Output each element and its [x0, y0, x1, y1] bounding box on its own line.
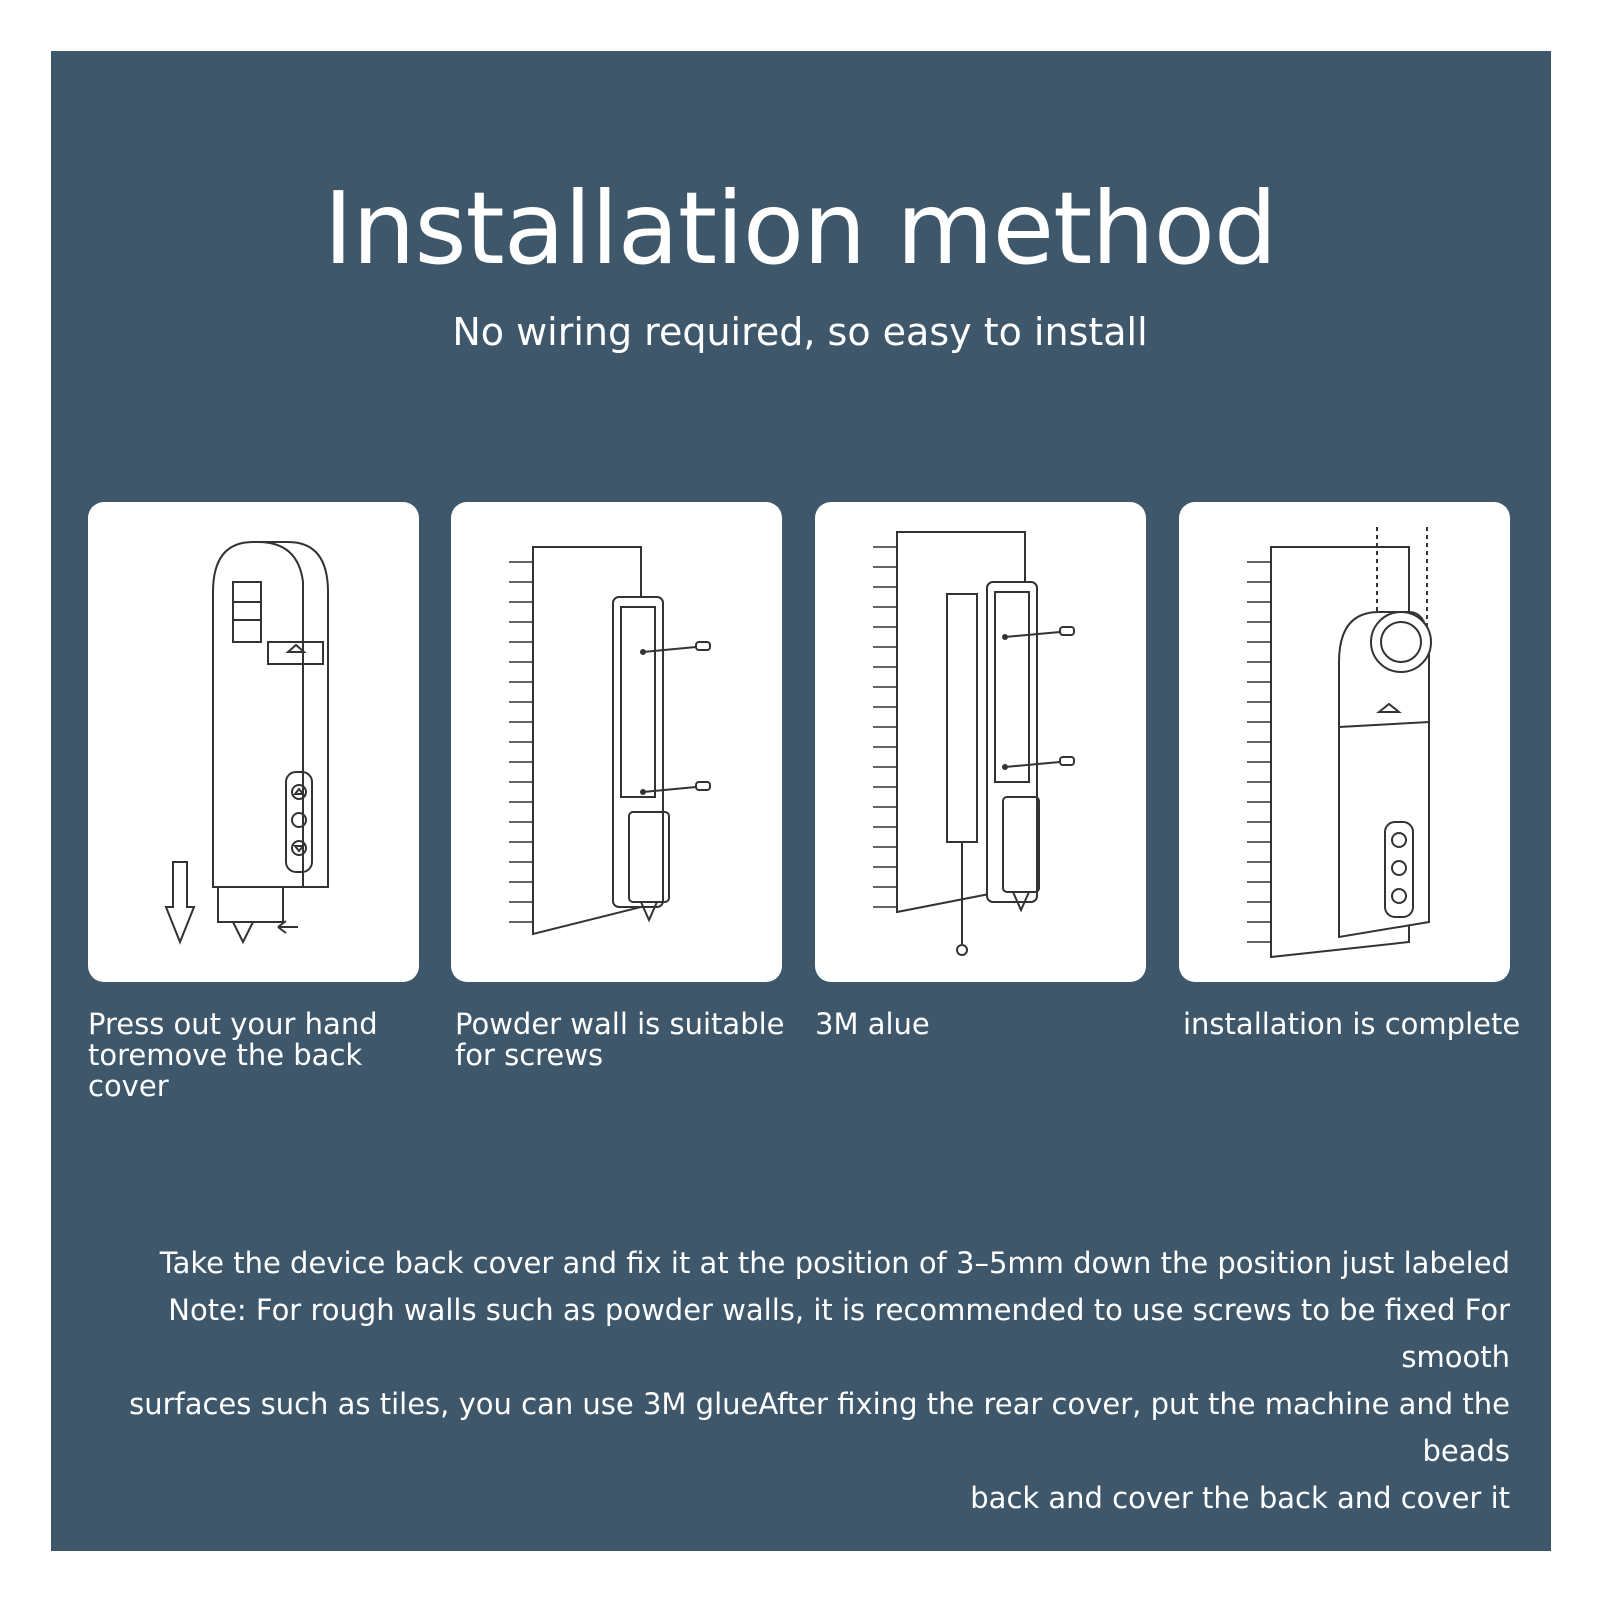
description-line-1: Take the device back cover and fix it at the position of 3–5mm down the position just labeled	[159, 1246, 1510, 1280]
description-line-4: back and cover the back and cover it	[970, 1481, 1510, 1515]
description-line-2: Note: For rough walls such as powder walls, it is recommended to use screws to be fixed For smooth	[168, 1293, 1510, 1374]
step-card-3	[815, 502, 1146, 982]
installed-device-illustration	[1179, 502, 1510, 982]
step-caption-1: Press out your hand toremove the back cover	[88, 1007, 378, 1103]
screw-mount-illustration	[451, 502, 782, 982]
adhesive-mount-illustration	[815, 502, 1146, 982]
step-caption-3: 3M alue	[815, 1007, 930, 1041]
step-caption-4: installation is complete	[1183, 1007, 1521, 1041]
step-card-1	[88, 502, 419, 982]
page-subtitle: No wiring required, so easy to install	[452, 310, 1148, 354]
description-line-3: surfaces such as tiles, you can use 3M glueAfter fixing the rear cover, put the machine and the beads	[129, 1387, 1510, 1468]
step-caption-2: Powder wall is suitable for screws	[455, 1007, 785, 1072]
installation-description	[120, 1240, 1510, 1522]
step-card-4	[1179, 502, 1510, 982]
step-card-2	[451, 502, 782, 982]
page-title: Installation method	[323, 170, 1277, 287]
remove-back-cover-illustration	[88, 502, 419, 982]
